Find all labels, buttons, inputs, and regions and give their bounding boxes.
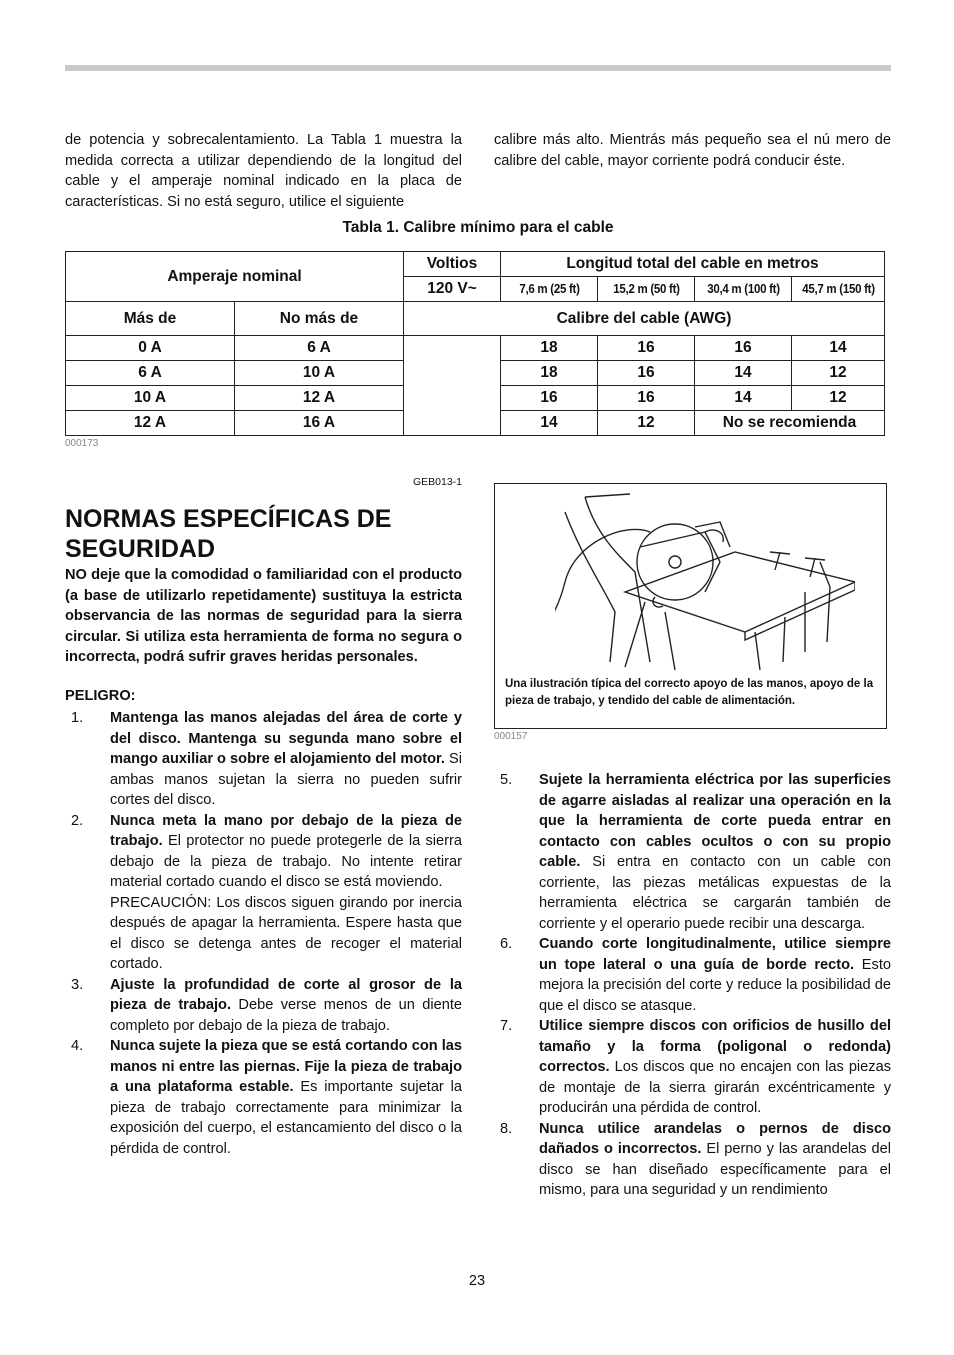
row-from: 0 A: [66, 336, 235, 361]
list-item: 3. Ajuste la profundidad de corte al grosor de la pieza de trabajo. Debe verse menos de un diente completo por debajo de la pieza de trabajo.: [71, 976, 462, 1034]
gauge-cell: 14: [695, 361, 792, 386]
circular-saw-illustration: [555, 492, 855, 672]
gauge-cell: 16: [501, 386, 598, 411]
safety-list-right: [494, 770, 891, 1201]
gauge-cell: 18: [501, 336, 598, 361]
voltage-cell: 120 V~: [404, 277, 501, 302]
section-title: NORMAS ESPECÍFICAS DE SEGURIDAD: [65, 505, 392, 563]
list-item: 5. Sujete la herramienta eléctrica por las superficies de agarre aisladas al realizar una operación en la que la herramienta de corte pueda entrar en contacto con cables ocultos o con su propio cable. Si entra en contacto con un cable con corriente, las piezas metálicas expuestas de la herramienta eléctrica se cargarán también de corriente y el operario puede recibir una descarga.: [500, 772, 891, 932]
caution-text: PRECAUCIÓN: Los discos siguen girando por inercia después de apagar la herramienta. Espere hasta que el disco se detenga antes de recoger el material cortado.: [110, 894, 462, 972]
gauge-cell: 14: [792, 336, 885, 361]
gauge-cell: 18: [501, 361, 598, 386]
not-recommended-cell: No se recomienda: [695, 411, 885, 436]
length-cell: 30,4 m (100 ft): [698, 277, 787, 302]
length-cell: 45,7 m (150 ft): [795, 277, 881, 302]
gauge-cell: 12: [598, 411, 695, 436]
row-to: 10 A: [235, 361, 404, 386]
header-no-mas-de: No más de: [235, 302, 404, 336]
danger-label: PELIGRO:: [65, 688, 136, 704]
list-item: 8. Nunca utilice arandelas o pernos de disco dañados o incorrectos. El perno y las arandelas del disco se han diseñado específicamente para el mismo, para una seguridad y un rendimiento: [500, 1120, 891, 1198]
list-item: 6. Cuando corte longitudinalmente, utilice siempre un tope lateral o una guía de borde recto. Esto mejora la precisión del corte y reduce la posibilidad de que el disco se atasque.: [500, 936, 891, 1014]
intro-text-right: calibre más alto. Mientrás más pequeño sea el nú mero de calibre del cable, mayor corriente podrá conducir éste.: [494, 132, 891, 169]
list-item: 1. Mantenga las manos alejadas del área de corte y del disco. Mantenga su segunda mano sobre el mango auxiliar o sobre el alojamiento del motor. Si ambas manos sujetan la sierra no pueden sufrir cortes del disco.: [71, 710, 462, 808]
gauge-cell: 16: [598, 386, 695, 411]
gauge-cell: 14: [695, 386, 792, 411]
list-item: 4. Nunca sujete la pieza que se está cortando con las manos ni entre las piernas. Fije la pieza de trabajo a una plataforma estable. Es importante sujetar la pieza de trabajo correctamente para minimizar la exposición del cuerpo, el estancamiento del disco o la pérdida de control.: [71, 1038, 462, 1157]
table-code: 000173: [65, 438, 99, 449]
gauge-cell: 16: [598, 361, 695, 386]
length-cell: 7,6 m (25 ft): [504, 277, 593, 302]
list-item: 2. Nunca meta la mano por debajo de la pieza de trabajo. El protector no puede protegerle de la sierra debajo de la pieza de trabajo. No intente retirar material cortado cuando el disco se está moviendo. PRECAUCIÓN: Los discos siguen girando por inercia después de apagar la herramienta. Espere hasta que el disco se detenga antes de recoger el material cortado.: [65, 811, 462, 975]
safety-list-left: [65, 708, 462, 1159]
row-to: 6 A: [235, 336, 404, 361]
list-item: 7. Utilice siempre discos con orificios de husillo del tamaño y la forma (poligonal o redonda) correctos. Los discos que no encajen con las piezas de montaje de la sierra girarán excéntricamente y producirán una pérdida de control.: [500, 1018, 891, 1116]
row-to: 16 A: [235, 411, 404, 436]
voltage-empty-cell: [404, 336, 501, 436]
gauge-cell: 16: [598, 336, 695, 361]
header-rule: [65, 65, 891, 71]
gauge-cell: 12: [792, 361, 885, 386]
intro-text-left: de potencia y sobrecalentamiento. La Tabla 1 muestra la medida correcta a utilizar dependiendo de la longitud del cable y el amperaje nominal indicado en la placa de características. Si no está seguro, utilice el siguiente: [65, 132, 462, 210]
gauge-cell: 12: [792, 386, 885, 411]
gauge-cell: 16: [695, 336, 792, 361]
section-intro: NO deje que la comodidad o familiaridad con el producto (a base de utilizarlo repetidamente) sustituya la estricta observancia de las normas de seguridad para la sierra circular. Si utiliza esta herramienta de forma no segura o incorrecta, podrá sufrir graves heridas personales.: [65, 567, 462, 665]
header-voltios: Voltios: [404, 252, 501, 277]
illustration-box: [494, 483, 887, 729]
figure-code: 000157: [494, 731, 528, 742]
header-amperaje: Amperaje nominal: [66, 252, 404, 302]
row-from: 6 A: [66, 361, 235, 386]
header-mas-de: Más de: [66, 302, 235, 336]
page-number: 23: [468, 1273, 486, 1289]
illustration-caption: Una ilustración típica del correcto apoyo de las manos, apoyo de la pieza de trabajo, y tendido del cable de alimentación.: [505, 678, 874, 707]
cable-gauge-table: [65, 251, 885, 436]
header-calibre: Calibre del cable (AWG): [404, 302, 885, 336]
doc-code: GEB013-1: [412, 476, 462, 488]
header-longitud: Longitud total del cable en metros: [501, 252, 885, 277]
row-from: 12 A: [66, 411, 235, 436]
gauge-cell: 14: [501, 411, 598, 436]
table-title: Tabla 1. Calibre mínimo para el cable: [342, 219, 614, 236]
row-from: 10 A: [66, 386, 235, 411]
length-cell: 15,2 m (50 ft): [601, 277, 690, 302]
row-to: 12 A: [235, 386, 404, 411]
